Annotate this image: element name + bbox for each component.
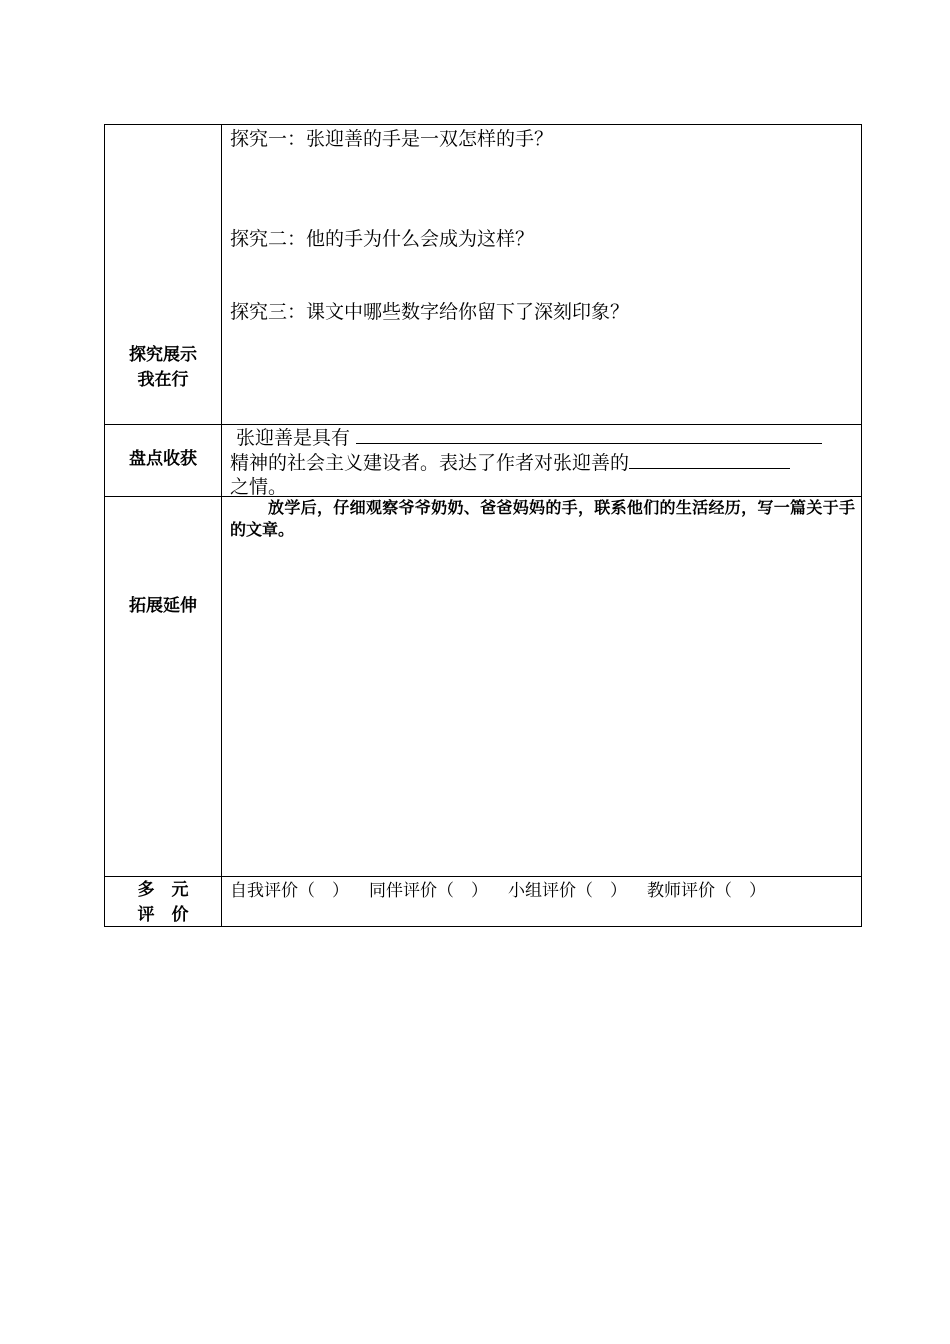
label-evaluate-line2: 评 价 bbox=[137, 905, 189, 925]
label-extend-text: 拓展延伸 bbox=[129, 596, 197, 616]
summary-part3: 之情。 bbox=[230, 476, 288, 498]
question-1: 探究一：张迎善的手是一双怎样的手？ bbox=[230, 128, 554, 150]
row-summary bbox=[105, 425, 862, 497]
label-explore-line1: 探究展示 bbox=[129, 345, 197, 365]
explore-body bbox=[222, 125, 862, 425]
self-evaluation[interactable]: 自我评价（ ） bbox=[230, 881, 349, 901]
summary-part1: 张迎善是具有 bbox=[236, 427, 351, 449]
summary-part2: 精神的社会主义建设者。表达了作者对张迎善的 bbox=[230, 452, 630, 474]
row-explore bbox=[105, 125, 862, 425]
label-explore bbox=[105, 125, 222, 425]
summary-blank-1[interactable] bbox=[356, 425, 822, 444]
label-extend bbox=[105, 497, 222, 877]
question-2: 探究二：他的手为什么会成为这样？ bbox=[230, 228, 535, 250]
label-summary-text: 盘点收获 bbox=[129, 449, 197, 469]
extend-text: 放学后，仔细观察爷爷奶奶、爸爸妈妈的手，联系他们的生活经历，写一篇关于手的文章。 bbox=[230, 498, 855, 539]
summary-blank-2[interactable] bbox=[629, 450, 790, 469]
label-summary bbox=[105, 425, 222, 497]
label-evaluate bbox=[105, 877, 222, 927]
group-evaluation[interactable]: 小组评价（ ） bbox=[508, 881, 627, 901]
evaluate-body bbox=[222, 877, 862, 927]
label-evaluate-line1: 多 元 bbox=[137, 880, 189, 900]
question-3: 探究三：课文中哪些数字给你留下了深刻印象？ bbox=[230, 301, 630, 323]
summary-text bbox=[230, 425, 855, 499]
extend-body bbox=[222, 497, 862, 877]
row-extend bbox=[105, 497, 862, 877]
peer-evaluation[interactable]: 同伴评价（ ） bbox=[369, 881, 488, 901]
teacher-evaluation[interactable]: 教师评价（ ） bbox=[647, 881, 766, 901]
row-evaluate bbox=[105, 877, 862, 927]
label-explore-line2: 我在行 bbox=[137, 370, 189, 390]
evaluate-items bbox=[230, 880, 786, 902]
worksheet-table bbox=[104, 124, 862, 927]
summary-body bbox=[222, 425, 862, 497]
